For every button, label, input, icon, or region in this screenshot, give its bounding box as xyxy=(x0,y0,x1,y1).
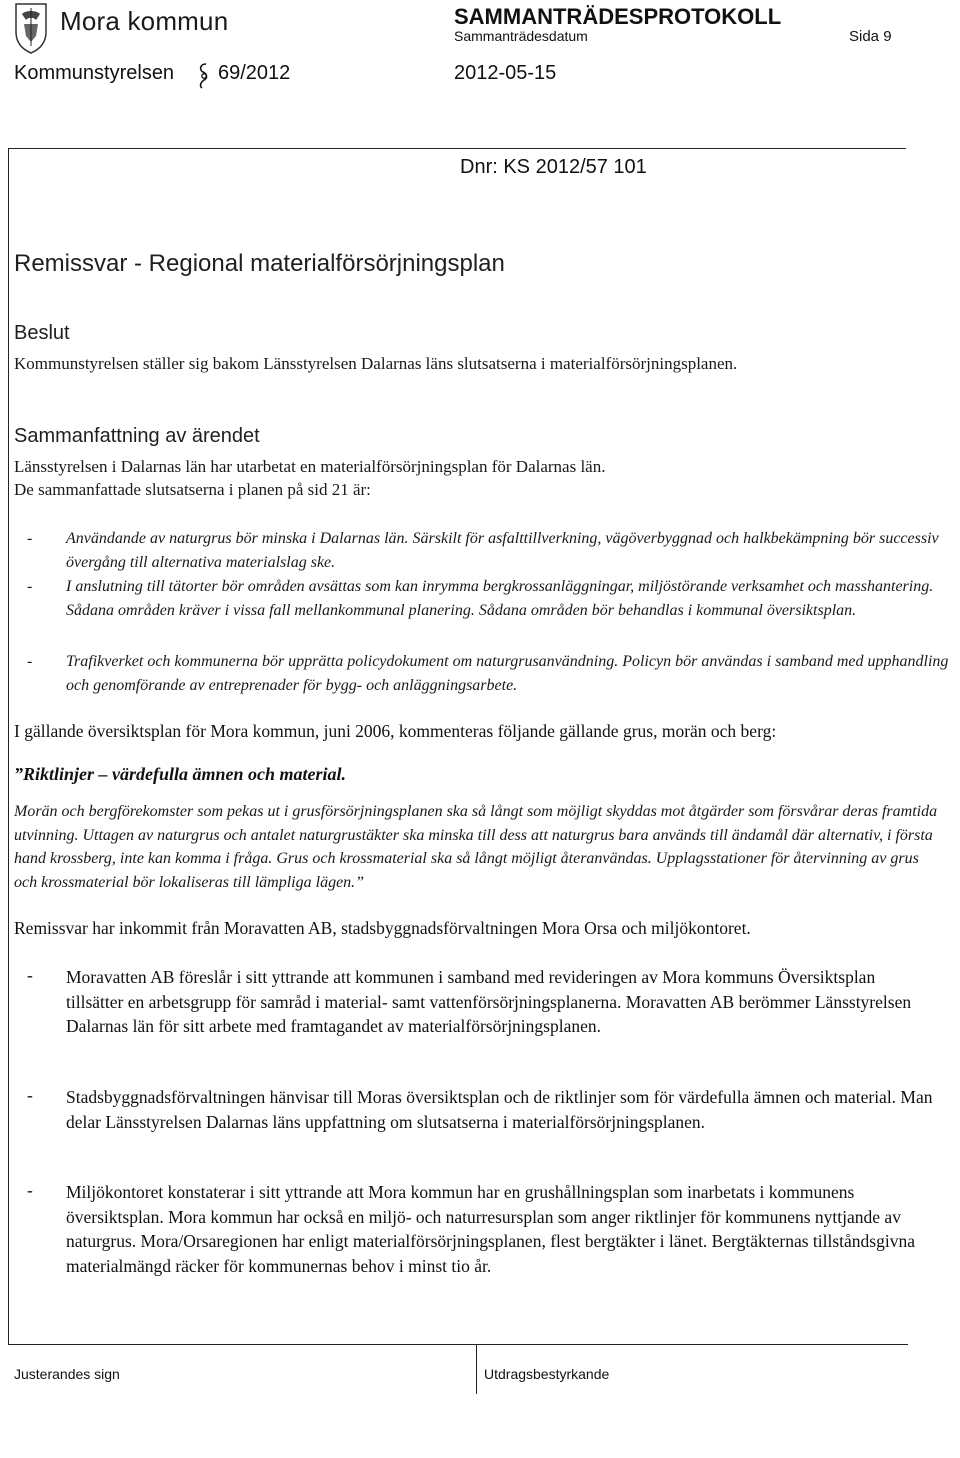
document-reference: Dnr: KS 2012/57 101 xyxy=(460,156,647,178)
document-type: SAMMANTRÄDESPROTOKOLL xyxy=(454,4,782,29)
responses-intro: Remissvar har inkommit från Moravatten AB, stadsbyggnadsförvaltningen Mora Orsa och miljökontoret. xyxy=(14,918,751,938)
board-name: Kommunstyrelsen xyxy=(14,62,175,84)
brand-name: Mora kommun xyxy=(60,6,229,36)
list-bullet: - xyxy=(27,965,33,985)
list-bullet: - xyxy=(27,530,33,547)
guidelines-quote: Morän och bergförekomster som pekas ut i grusförsörjningsplanen ska så långt som möjligt skyddas mot åtgärder som försvårar deras framtida utvinning. Uttagen av naturgrus och antalet naturgrustäkter ska minska till dess att naturgrus bara används till ändamål där alternativ, i första hand krossberg, inte kan komma i fråga. Grus och krossmaterial ska så långt möjligt återanvändas. Upplagsstationer för återvinning av grus och krossmaterial bör lokaliseras till lämpliga lägen.” xyxy=(14,803,938,891)
list-item: Trafikverket och kommunerna bör upprätta policydokument om naturgrusanvändning. Policyn bör användas i samband med upphandling och genomförande av entreprenader för bygg- och anläggningsarbete. xyxy=(66,653,949,694)
list-item: I anslutning till tätorter bör områden avsättas som kan inrymma bergkrossanläggningar, miljöstörande verksamhet och masshantering. Sådana områden kräver i vissa fall mellankommunal planering. Sådana områden bör behandlas i kommunal översiktsplan. xyxy=(66,578,934,619)
list-item: Användande av naturgrus bör minska i Dalarnas län. Särskilt för asfalttillverkning, vägöverbyggnad och halkbekämpning bör successiv övergång till alternativa materialslag ske. xyxy=(66,530,939,571)
case-number: 69/2012 xyxy=(218,62,291,84)
decision-heading: Beslut xyxy=(14,322,70,344)
list-bullet: - xyxy=(27,653,33,670)
signature-label: Justerandes sign xyxy=(14,1366,120,1382)
response-item: Stadsbyggnadsförvaltningen hänvisar till Moras översiktsplan och de riktlinjer som för värdefulla ämnen och material. Man delar Länsstyrelsen Dalarnas läns uppfattning om slutsatserna i materialförsörjningsplanen. xyxy=(66,1087,933,1132)
summary-text: Länsstyrelsen i Dalarnas län har utarbetat en materialförsörjningsplan för Dalarnas län. xyxy=(14,457,606,476)
meeting-date: 2012-05-15 xyxy=(454,62,557,84)
date-label: Sammanträdesdatum xyxy=(454,28,588,44)
frame-bottom-border xyxy=(8,1344,908,1345)
guidelines-heading: ”Riktlinjer – värdefulla ämnen och material. xyxy=(14,764,347,784)
page-label: Sida 9 xyxy=(849,28,892,45)
footer-divider xyxy=(476,1344,477,1394)
summary-heading: Sammanfattning av ärendet xyxy=(14,425,260,447)
decision-text: Kommunstyrelsen ställer sig bakom Länsstyrelsen Dalarnas läns slutsatserna i materialförsörjningsplanen. xyxy=(14,354,738,373)
frame-top-border xyxy=(8,148,906,149)
list-bullet: - xyxy=(27,1180,33,1200)
page-title: Remissvar - Regional materialförsörjningsplan xyxy=(14,250,505,277)
frame-left-border xyxy=(8,148,9,1344)
response-item: Miljökontoret konstaterar i sitt yttrande att Mora kommun har en grushållningsplan som inarbetats i kommunens översiktsplan. Mora kommun har också en miljö- och naturresursplan som anger riktlinjer för kommunens nyttjande av naturgrus. Mora/Orsaregionen har enligt materialförsörjningsplanen, flest bergtäkter i länet. Bergtäkternas tillståndsgivna materialmängd räcker för kommunernas behov i minst tio år. xyxy=(66,1182,915,1276)
overview-paragraph: I gällande översiktsplan för Mora kommun, juni 2006, kommenteras följande gällande grus, morän och berg: xyxy=(14,721,777,741)
list-bullet: - xyxy=(27,578,33,595)
summary-text: De sammanfattade slutsatserna i planen på sid 21 är: xyxy=(14,480,371,499)
coat-of-arms-icon xyxy=(14,2,48,54)
certification-label: Utdragsbestyrkande xyxy=(484,1366,610,1382)
section-marker-icon xyxy=(196,62,212,90)
list-bullet: - xyxy=(27,1085,33,1105)
response-item: Moravatten AB föreslår i sitt yttrande att kommunen i samband med revideringen av Mora kommuns Översiktsplan tillsätter en arbetsgrupp för samråd i material- samt vattenförsörjningsplanerna. Moravatten AB berömmer Länsstyrelsen Dalarnas län för sitt arbete med framtagandet av materialförsörjningsplanen. xyxy=(66,967,912,1036)
